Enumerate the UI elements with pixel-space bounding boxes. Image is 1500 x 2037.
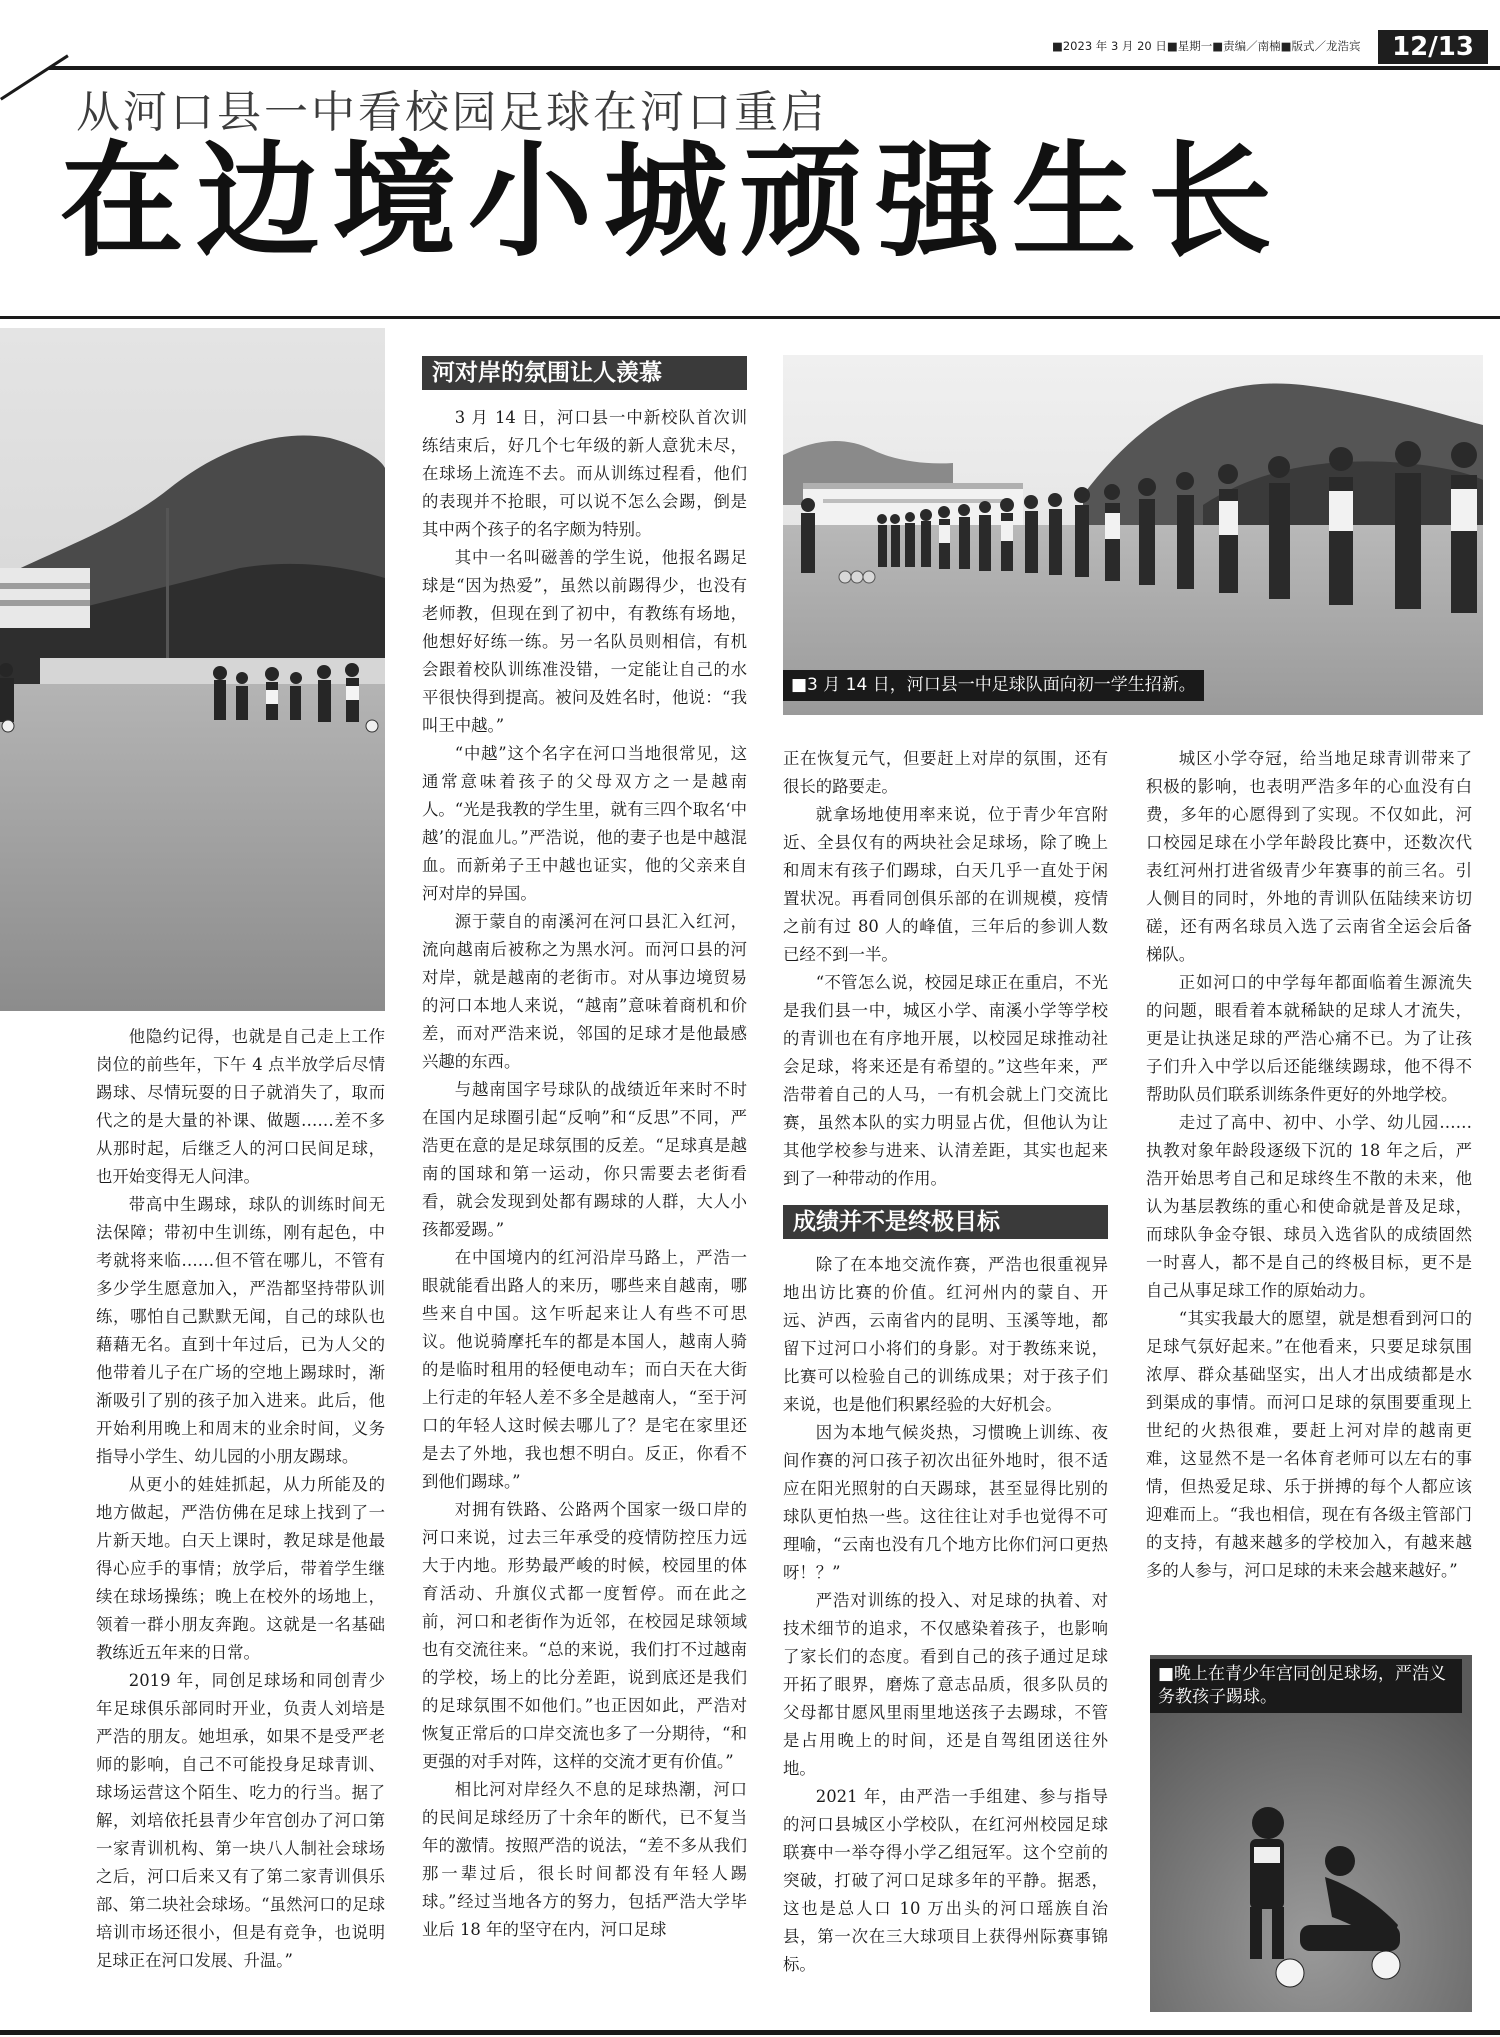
paragraph: 除了在本地交流作赛，严浩也很重视异地出访比赛的价值。红河州内的蒙自、开远、泸西，云南省内的昆明、玉溪等地，都留下过河口小将们的身影。对于教练来说，比赛可以检验自己的训练成果；对于孩子们来说，也是他们积累经验的大好机会。: [783, 1255, 1108, 1414]
paragraph: 3 月 14 日，河口县一中新校队首次训练结束后，好几个七年级的新人意犹未尽，在球场上流连不去。而从训练过程看，他们的表现并不抢眼，可以说不怎么会踢，倒是其中两个孩子的名字颇为特别。: [422, 408, 747, 539]
section-heading-2: 成绩并不是终极目标: [783, 1205, 1108, 1239]
column-4: [1146, 745, 1472, 1585]
paragraph: 他隐约记得，也就是自己走上工作岗位的前些年，下午 4 点半放学后尽情踢球、尽情玩耍的日子就消失了，取而代之的是大量的补课、做题……差不多从那时起，后继乏人的河口民间足球，也开始变得无人问津。: [96, 1027, 385, 1186]
paragraph: “中越”这个名字在河口当地很常见，这通常意味着孩子的父母双方之一是越南人。“光是我教的学生里，就有三四个取名‘中越’的混血儿。”严浩说，他的妻子也是中越混血。而新弟子王中越也证实，他的父亲来自河对岸的异国。: [422, 744, 748, 903]
paragraph: 就拿场地使用率来说，位于青少年宫附近、全县仅有的两块社会足球场，除了晚上和周末有孩子们踢球，白天几乎一直处于闲置状况。再看同创俱乐部的在训规模，疫情之前有过 80 人的峰值，三年后的参训人数已经不到一半。: [783, 805, 1108, 964]
paragraph: 源于蒙自的南溪河在河口县汇入红河，流向越南后被称之为黑水河。而河口县的河对岸，就是越南的老街市。对从事边境贸易的河口本地人来说，“越南”意味着商机和价差，而对严浩来说，邻国的足球才是他最感兴趣的东西。: [422, 912, 747, 1071]
photo-night-training: [1150, 1655, 1472, 2012]
article-title: 在边境小城顽强生长: [60, 129, 1285, 274]
headline-rule: [0, 316, 1500, 319]
paragraph: 2021 年，由严浩一手组建、参与指导的河口县城区小学校队，在红河州校园足球联赛中一举夺得小学乙组冠军。这个空前的突破，打破了河口足球多年的平静。据悉，这也是总人口 10 万出头的河口瑶族自治县，第一次在三大球项目上获得州际赛事锦标。: [783, 1787, 1108, 1974]
corner-cutout: [0, 14, 79, 91]
column-1: [96, 1023, 385, 1975]
paragraph: 在中国境内的红河沿岸马路上，严浩一眼就能看出路人的来历，哪些来自越南，哪些来自中国。这乍听起来让人有些不可思议。他说骑摩托车的都是本国人，越南人骑的是临时租用的轻便电动车；而白天在大街上行走的年轻人差不多全是越南人，“至于河口的年轻人这时候去哪儿了？是宅在家里还是去了外地，我也想不明白。反正，你看不到他们踢球。”: [422, 1248, 747, 1491]
dateline: ■2023 年 3 月 20 日■星期一■责编／南楠■版式／龙浩宾: [1052, 39, 1361, 53]
photo3-caption: ■晚上在青少年宫同创足球场，严浩义务教孩子踢球。: [1150, 1659, 1462, 1713]
paragraph: 从更小的娃娃抓起，从力所能及的地方做起，严浩仿佛在足球上找到了一片新天地。白天上课时，教足球是他最得心应手的事情；放学后，带着学生继续在球场操练；晚上在校外的场地上，领着一群小朋友奔跑。这就是一名基础教练近五年来的日常。: [96, 1475, 385, 1662]
article-subtitle: 从河口县一中看校园足球在河口重启: [76, 87, 828, 138]
column-3: [783, 745, 1108, 1979]
photo-training-field-image: [0, 328, 385, 1011]
photo2-caption: ■3 月 14 日，河口县一中足球队面向初一学生招新。: [783, 670, 1204, 701]
paragraph: 对拥有铁路、公路两个国家一级口岸的河口来说，过去三年承受的疫情防控压力远大于内地。形势最严峻的时候，校园里的体育活动、升旗仪式都一度暂停。而在此之前，河口和老街作为近邻，在校园足球领域也有交流往来。“总的来说，我们打不过越南的学校，场上的比分差距，说到底还是我们的足球氛围不如他们。”也正因如此，严浩对恢复正常后的口岸交流也多了一分期待，“和更强的对手对阵，这样的交流才更有价值。”: [422, 1500, 747, 1771]
paragraph: 相比河对岸经久不息的足球热潮，河口的民间足球经历了十余年的断代，已不复当年的激情。按照严浩的说法，“差不多从我们那一辈过后，很长时间都没有年轻人踢球。”经过当地各方的努力，包括严浩大学毕业后 18 年的坚守在内，河口足球: [422, 1780, 747, 1939]
bottom-rule: [0, 2030, 1500, 2035]
paragraph: 城区小学夺冠，给当地足球青训带来了积极的影响，也表明严浩多年的心血没有白费，多年的心愿得到了实现。不仅如此，河口校园足球在小学年龄段比赛中，还数次代表红河州打进省级青少年赛事的前三名。引人侧目的同时，外地的青训队伍陆续来访切磋，还有两名球员入选了云南省全运会后备梯队。: [1146, 749, 1472, 964]
paragraph: 2019 年，同创足球场和同创青少年足球俱乐部同时开业，负责人刘培是严浩的朋友。她坦承，如果不是受严老师的影响，自己不可能投身足球青训、球场运营这个陌生、吃力的行当。据了解，刘培依托县青少年宫创办了河口第一家青训机构、第一块八人制社会球场之后，河口后来又有了第二家青训俱乐部、第二块社会球场。“虽然河口的足球培训市场还很小，但是有竞争，也说明足球正在河口发展、升温。”: [96, 1671, 385, 1970]
paragraph: 严浩对训练的投入、对足球的执着、对技术细节的追求，不仅感染着孩子，也影响了家长们的态度。看到自己的孩子通过足球开拓了眼界，磨炼了意志品质，很多队员的父母都甘愿风里雨里地送孩子去踢球，不管是占用晚上的时间，还是自驾组团送往外地。: [783, 1591, 1108, 1778]
paragraph: 其中一名叫磁善的学生说，他报名踢足球是“因为热爱”，虽然以前踢得少，也没有老师教，但现在到了初中，有教练有场地，他想好好练一练。另一名队员则相信，有机会跟着校队训练准没错，一定能让自己的水平很快得到提高。被问及姓名时，他说：“我叫王中越。”: [422, 548, 747, 735]
photo-team-recruitment: [783, 355, 1483, 715]
column-2: [422, 356, 747, 1944]
paragraph: 正在恢复元气，但要赶上对岸的氛围，还有很长的路要走。: [783, 749, 1108, 796]
paragraph: 与越南国字号球队的战绩近年来时不时在国内足球圈引起“反响”和“反思”不同，严浩更在意的是足球氛围的反差。“足球真是越南的国球和第一运动，你只需要去老街看看，就会发现到处都有踢球的人群，大人小孩都爱踢。”: [422, 1080, 747, 1239]
section-heading-1: 河对岸的氛围让人羡慕: [422, 356, 747, 390]
top-rule: [0, 66, 1500, 70]
photo-training-field: [0, 328, 385, 1011]
paragraph: “其实我最大的愿望，就是想看到河口的足球气氛好起来。”在他看来，只要足球氛围浓厚、群众基础坚实，出人才出成绩都是水到渠成的事情。而河口足球的氛围要重现上世纪的火热很难，要赶上河对岸的越南更难，这显然不是一名体育老师可以左右的事情，但热爱足球、乐于拼搏的每个人都应该迎难而上。“我也相信，现在有各级主管部门的支持，有越来越多的学校加入，有越来越多的人参与，河口足球的未来会越来越好。”: [1146, 1309, 1472, 1580]
paragraph: 正如河口的中学每年都面临着生源流失的问题，眼看着本就稀缺的足球人才流失，更是让执迷足球的严浩心痛不已。为了让孩子们升入中学以后还能继续踢球，他不得不帮助队员们联系训练条件更好的外地学校。: [1146, 973, 1472, 1104]
photo-team-recruitment-image: [783, 355, 1483, 715]
paragraph: 走过了高中、初中、小学、幼儿园……执教对象年龄段逐级下沉的 18 年之后，严浩开始思考自己和足球终生不散的未来，他认为基层教练的重心和使命就是普及足球，而球队争金夺银、球员入选省队的成绩固然一时喜人，都不是自己的终极目标，更不是自己从事足球工作的原始动力。: [1146, 1113, 1472, 1300]
paragraph: 带高中生踢球，球队的训练时间无法保障；带初中生训练，刚有起色，中考就将来临……但不管在哪儿，不管有多少学生愿意加入，严浩都坚持带队训练，哪怕自己默默无闻，自己的球队也藉藉无名。直到十年过后，已为人父的他带着儿子在广场的空地上踢球时，渐渐吸引了别的孩子加入进来。此后，他开始利用晚上和周末的业余时间，义务指导小学生、幼儿园的小朋友踢球。: [96, 1195, 385, 1466]
page-number: 12/13: [1378, 30, 1488, 64]
paragraph: “不管怎么说，校园足球正在重启，不光是我们县一中，城区小学、南溪小学等学校的青训也在有序地开展，以校园足球推动社会足球，将来还是有希望的。”这些年来，严浩带着自己的人马，一有机会就上门交流比赛，虽然本队的实力明显占优，但他认为让其他学校参与进来、认清差距，其实也起来到了一种带动的作用。: [783, 973, 1108, 1188]
paragraph: 因为本地气候炎热，习惯晚上训练、夜间作赛的河口孩子初次出征外地时，很不适应在阳光照射的白天踢球，甚至显得比别的球队更怕热一些。这往往让对手也觉得不可理喻，“云南也没有几个地方比你们河口更热呀！？”: [783, 1423, 1108, 1582]
